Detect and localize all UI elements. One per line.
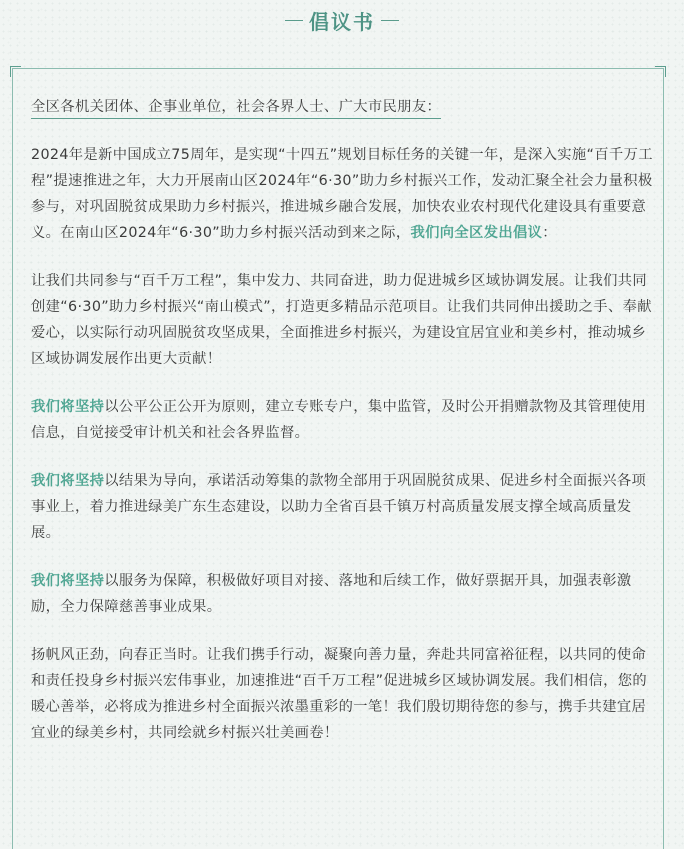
frame-corner-top-left [10, 66, 21, 77]
commitment-paragraph-3 [31, 568, 653, 620]
intro-text: 2024年是新中国成立75周年，是实现“十四五”规划目标任务的关键一年，是深入实施“百千万工程”提速推进之年，大力开展南山区2024年“6·30”助力乡村振兴工作，发动汇聚全社会力量积极参与，对巩固脱贫成果助力乡村振兴，推进城乡融合发展，加快农业农村现代化建设具有重要意义。在南山区2024年“6·30”助力乡村振兴活动到来之际， [31, 147, 653, 241]
commitment-1-text: 以公平公正公开为原则，建立专账专户，集中监管，及时公开捐赠款物及其管理使用信息，自觉接受审计机关和社会各界监督。 [31, 399, 647, 441]
commitment-paragraph-1 [31, 394, 653, 446]
page-title: 倡议书 [309, 9, 375, 34]
call-paragraph: 让我们共同参与“百千万工程”，集中发力、共同奋进，助力促进城乡区域协调发展。让我们共同创建“6·30”助力乡村振兴“南山模式”，打造更多精品示范项目。让我们共同伸出援助之手、奉献爱心，以实际行动巩固脱贫攻坚成果，全面推进乡村振兴，为建设宜居宜业和美乡村，推动城乡区域协调发展作出更大贡献！ [31, 273, 652, 367]
greeting-text: 全区各机关团体、企事业单位，社会各界人士、广大市民朋友： [31, 99, 441, 119]
commitment-1-highlight: 我们将坚持 [31, 399, 105, 415]
title-left-dash [285, 20, 303, 21]
intro-paragraph [31, 142, 653, 246]
closing-paragraph: 扬帆风正劲，向春正当时。让我们携手行动，凝聚向善力量，奔赴共同富裕征程，以共同的使命和责任投身乡村振兴宏伟事业，加速推进“百千万工程”促进城乡区域协调发展。我们相信，您的暖心善举，必将成为推进乡村全面振兴浓墨重彩的一笔！我们殷切期待您的参与，携手共建宜居宜业的绿美乡村，共同绘就乡村振兴壮美画卷！ [31, 647, 648, 741]
frame-corner-top-right [655, 66, 666, 77]
title-right-dash [381, 20, 399, 21]
intro-tail: ： [542, 225, 557, 241]
title-bar [0, 0, 684, 40]
intro-highlight: 我们向全区发出倡议 [410, 225, 543, 241]
commitment-2-highlight: 我们将坚持 [31, 473, 105, 489]
commitment-3-text: 以服务为保障，积极做好项目对接、落地和后续工作，做好票据开具，加强表彰激励，全力保障慈善事业成果。 [31, 573, 632, 615]
greeting-paragraph [31, 94, 653, 120]
commitment-3-highlight: 我们将坚持 [31, 573, 105, 589]
commitment-paragraph-2 [31, 468, 653, 546]
proposal-body [31, 94, 653, 768]
commitment-2-text: 以结果为导向，承诺活动筹集的款物全部用于巩固脱贫成果、促进乡村全面振兴各项事业上，着力推进绿美广东生态建设，以助力全省百县千镇万村高质量发展支撑全域高质量发展。 [31, 473, 647, 541]
